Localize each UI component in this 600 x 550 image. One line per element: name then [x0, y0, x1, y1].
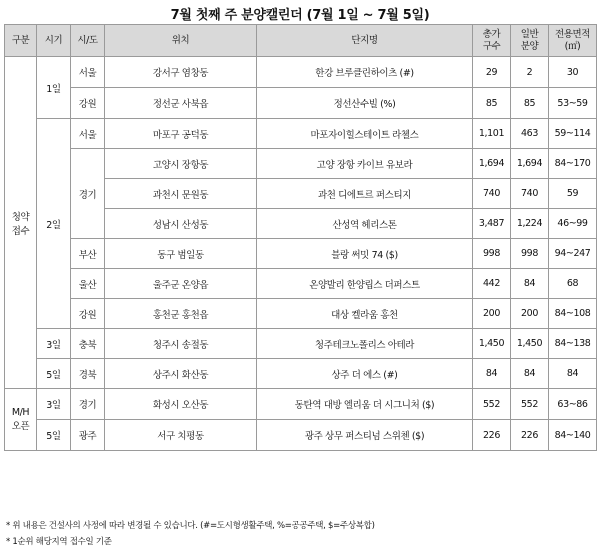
region-cell: 서울: [71, 57, 105, 88]
region-cell: 경기: [71, 149, 105, 239]
header-total-units: 총가 구수: [473, 25, 511, 57]
group-cell-subscription: 청약 접수: [5, 57, 37, 389]
total-units-cell: 1,450: [473, 329, 511, 359]
area-cell: 63~86: [549, 389, 597, 420]
header-complex: 단지명: [257, 25, 473, 57]
total-units-cell: 442: [473, 269, 511, 299]
table-row: [5, 149, 597, 179]
total-units-cell: 3,487: [473, 209, 511, 239]
general-units-cell: 2: [511, 57, 549, 88]
general-units-cell: 998: [511, 239, 549, 269]
general-units-cell: 463: [511, 119, 549, 149]
area-cell: 30: [549, 57, 597, 88]
location-cell: 서구 치평동: [105, 420, 257, 451]
location-cell: 성남시 산성동: [105, 209, 257, 239]
region-cell: 서울: [71, 119, 105, 149]
location-cell: 마포구 공덕동: [105, 119, 257, 149]
region-cell: 울산: [71, 269, 105, 299]
total-units-cell: 226: [473, 420, 511, 451]
table-row: [5, 119, 597, 149]
complex-cell: 블랑 써밋 74 ($): [257, 239, 473, 269]
table-row: [5, 57, 597, 88]
general-units-cell: 552: [511, 389, 549, 420]
region-cell: 강원: [71, 88, 105, 119]
total-units-cell: 85: [473, 88, 511, 119]
area-cell: 84: [549, 359, 597, 389]
region-cell: 강원: [71, 299, 105, 329]
area-cell: 84~108: [549, 299, 597, 329]
complex-cell: 고양 장항 카이브 유보라: [257, 149, 473, 179]
complex-cell: 한강 브루클린하이츠 (#): [257, 57, 473, 88]
location-cell: 홍천군 홍천읍: [105, 299, 257, 329]
general-units-cell: 226: [511, 420, 549, 451]
complex-cell: 과천 디에트르 퍼스티지: [257, 179, 473, 209]
general-units-cell: 200: [511, 299, 549, 329]
table-row: [5, 420, 597, 451]
region-cell: 충북: [71, 329, 105, 359]
location-cell: 청주시 송절동: [105, 329, 257, 359]
header-location: 위치: [105, 25, 257, 57]
area-cell: 94~247: [549, 239, 597, 269]
area-cell: 46~99: [549, 209, 597, 239]
general-units-cell: 84: [511, 269, 549, 299]
region-cell: 경북: [71, 359, 105, 389]
table-row: [5, 269, 597, 299]
general-units-cell: 740: [511, 179, 549, 209]
general-units-cell: 84: [511, 359, 549, 389]
total-units-cell: 200: [473, 299, 511, 329]
general-units-cell: 1,694: [511, 149, 549, 179]
group-cell-model-house: M/H 오픈: [5, 389, 37, 451]
table-row: [5, 239, 597, 269]
table-row: [5, 359, 597, 389]
header-general-units: 일반 분양: [511, 25, 549, 57]
location-cell: 동구 범일동: [105, 239, 257, 269]
header-category: 구분: [5, 25, 37, 57]
date-cell: 2일: [37, 119, 71, 329]
location-cell: 정선군 사북읍: [105, 88, 257, 119]
area-cell: 84~170: [549, 149, 597, 179]
footnotes: [6, 518, 375, 550]
table-row: [5, 389, 597, 420]
date-cell: 3일: [37, 329, 71, 359]
total-units-cell: 998: [473, 239, 511, 269]
table-row: [5, 329, 597, 359]
total-units-cell: 1,101: [473, 119, 511, 149]
general-units-cell: 1,224: [511, 209, 549, 239]
complex-cell: 상주 더 에스 (#): [257, 359, 473, 389]
table-row: [5, 88, 597, 119]
area-cell: 59~114: [549, 119, 597, 149]
total-units-cell: 29: [473, 57, 511, 88]
area-cell: 84~138: [549, 329, 597, 359]
date-cell: 5일: [37, 359, 71, 389]
total-units-cell: 1,694: [473, 149, 511, 179]
location-cell: 상주시 화산동: [105, 359, 257, 389]
footnote: * 1순위 해당지역 접수일 기준: [6, 537, 112, 547]
footnote: * 위 내용은 건설사의 사정에 따라 변경될 수 있습니다. (#=도시형생활주택, %=공공주택, $=주상복합): [6, 521, 375, 531]
header-region: 시/도: [71, 25, 105, 57]
header-area: 전용면적 (㎡): [549, 25, 597, 57]
complex-cell: 온양발리 한양립스 더퍼스트: [257, 269, 473, 299]
complex-cell: 마포자이힐스테이트 라첼스: [257, 119, 473, 149]
complex-cell: 동탄역 대방 엘리움 더 시그니처 ($): [257, 389, 473, 420]
general-units-cell: 85: [511, 88, 549, 119]
table-row: [5, 299, 597, 329]
region-cell: 경기: [71, 389, 105, 420]
total-units-cell: 552: [473, 389, 511, 420]
location-cell: 화성시 오산동: [105, 389, 257, 420]
date-cell: 1일: [37, 57, 71, 119]
subscription-calendar-table: [4, 24, 597, 451]
header-date: 시기: [37, 25, 71, 57]
date-cell: 3일: [37, 389, 71, 420]
area-cell: 59: [549, 179, 597, 209]
region-cell: 부산: [71, 239, 105, 269]
region-cell: 광주: [71, 420, 105, 451]
general-units-cell: 1,450: [511, 329, 549, 359]
location-cell: 고양시 장항동: [105, 149, 257, 179]
complex-cell: 청주테크노폴리스 아테라: [257, 329, 473, 359]
complex-cell: 대상 켈라움 홍천: [257, 299, 473, 329]
total-units-cell: 84: [473, 359, 511, 389]
location-cell: 과천시 문원동: [105, 179, 257, 209]
total-units-cell: 740: [473, 179, 511, 209]
location-cell: 강서구 염창동: [105, 57, 257, 88]
page-title: 7월 첫째 주 분양캘린더 (7월 1일 ~ 7월 5일): [170, 8, 430, 23]
location-cell: 울주군 온양읍: [105, 269, 257, 299]
area-cell: 84~140: [549, 420, 597, 451]
header-row: [5, 25, 597, 57]
date-cell: 5일: [37, 420, 71, 451]
complex-cell: 광주 상무 퍼스티넘 스위첸 ($): [257, 420, 473, 451]
complex-cell: 정선산수빌 (%): [257, 88, 473, 119]
area-cell: 53~59: [549, 88, 597, 119]
complex-cell: 산성역 헤리스톤: [257, 209, 473, 239]
area-cell: 68: [549, 269, 597, 299]
